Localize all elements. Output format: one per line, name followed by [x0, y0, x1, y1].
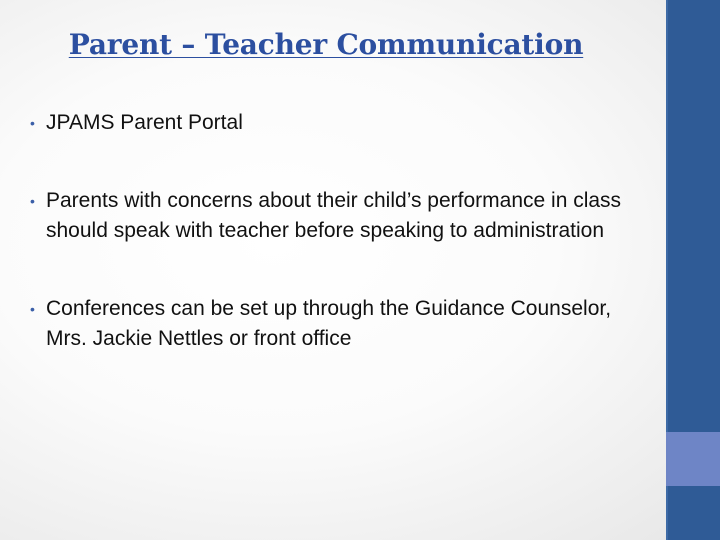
bullet-text: JPAMS Parent Portal	[46, 111, 243, 134]
bullet-list	[30, 108, 630, 354]
bullet-text: Parents with concerns about their child’s performance in class should speak with teacher before speaking to administration	[46, 189, 622, 242]
bullet-dot-icon: •	[30, 193, 35, 209]
bullet-item-concerns	[30, 186, 630, 246]
slide-title: Parent – Teacher Communication	[68, 28, 584, 61]
decorative-sidebar	[666, 0, 720, 540]
bullet-item-portal	[30, 108, 630, 138]
sidebar-accent-block	[666, 432, 720, 486]
bullet-item-conferences	[30, 294, 630, 354]
bullet-dot-icon: •	[30, 115, 35, 131]
bullet-dot-icon: •	[30, 301, 35, 317]
bullet-text: Conferences can be set up through the Guidance Counselor, Mrs. Jackie Nettles or front office	[46, 297, 612, 350]
